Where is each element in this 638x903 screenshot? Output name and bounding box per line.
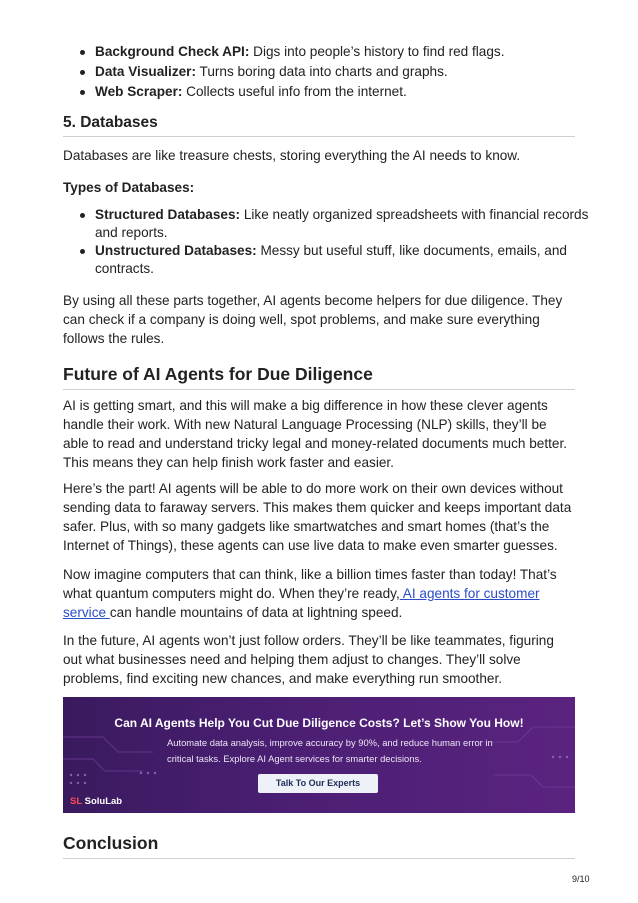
cta-banner — [63, 697, 575, 813]
list-item: Data Visualizer: Turns boring data into charts and graphs. — [95, 63, 607, 81]
solulab-logo-icon: SL — [70, 796, 82, 807]
conclusion-heading: Conclusion — [63, 833, 575, 859]
list-item: Background Check API: Digs into people’s history to find red flags. — [95, 43, 607, 61]
talk-to-experts-button[interactable]: Talk To Our Experts — [258, 774, 378, 793]
databases-list — [63, 206, 607, 278]
future-heading: Future of AI Agents for Due Diligence — [63, 364, 575, 390]
solulab-logo: SL SoluLab — [70, 796, 123, 807]
future-paragraph-3: Now imagine computers that can think, like a billion times faster than today! That’s what quantum computers might do. When they’re ready, AI agents for customer service can handle mountains of data at lightning speed. — [63, 567, 557, 620]
future-paragraph-2: Here’s the part! AI agents will be able to do more work on their own devices without sending data to faraway servers. This makes them quicker and keeps important data safer. Plus, with so many gadgets like smartwatches and smart homes (that’s the Internet of Things), these agents can use live data to make even smarter guesses. — [63, 481, 572, 553]
databases-intro: Databases are like treasure chests, storing everything the AI needs to know. — [63, 148, 521, 163]
future-paragraph-1: AI is getting smart, and this will make a big difference in how these clever agents handle their work. With new Natural Language Processing (NLP) skills, they’ll be able to read and understand tricky legal and money-related documents much better. This means they can help finish work faster and easier. — [63, 398, 568, 470]
future-paragraph-4: In the future, AI agents won’t just follow orders. They’ll be like teammates, figuring out what businesses need and helping them adjust to changes. They’ll solve problems, find exciting new chances, and make everything run smoother. — [63, 633, 554, 686]
banner-title: Can AI Agents Help You Cut Due Diligence Costs? Let’s Show You How! — [114, 716, 524, 730]
databases-types-label: Types of Databases: — [63, 180, 195, 195]
list-item: Web Scraper: Collects useful info from the internet. — [95, 83, 607, 101]
list-item: Structured Databases: Like neatly organized spreadsheets with financial records and reports. — [95, 206, 607, 242]
page-number: 9/10 — [572, 874, 590, 884]
banner-subtitle: Automate data analysis, improve accuracy by 90%, and reduce human error in critical tasks. Explore AI Agent services for smarter decisions. — [167, 737, 493, 764]
databases-heading: 5. Databases — [63, 114, 575, 137]
databases-summary: By using all these parts together, AI agents become helpers for due diligence. They can check if a company is doing well, spot problems, and make sure everything follows the rules. — [63, 293, 563, 346]
list-item: Unstructured Databases: Messy but useful stuff, like documents, emails, and contracts. — [95, 242, 607, 278]
tools-list — [63, 43, 607, 101]
customer-service-agents-link[interactable]: AI agents for customer service — [63, 586, 540, 620]
